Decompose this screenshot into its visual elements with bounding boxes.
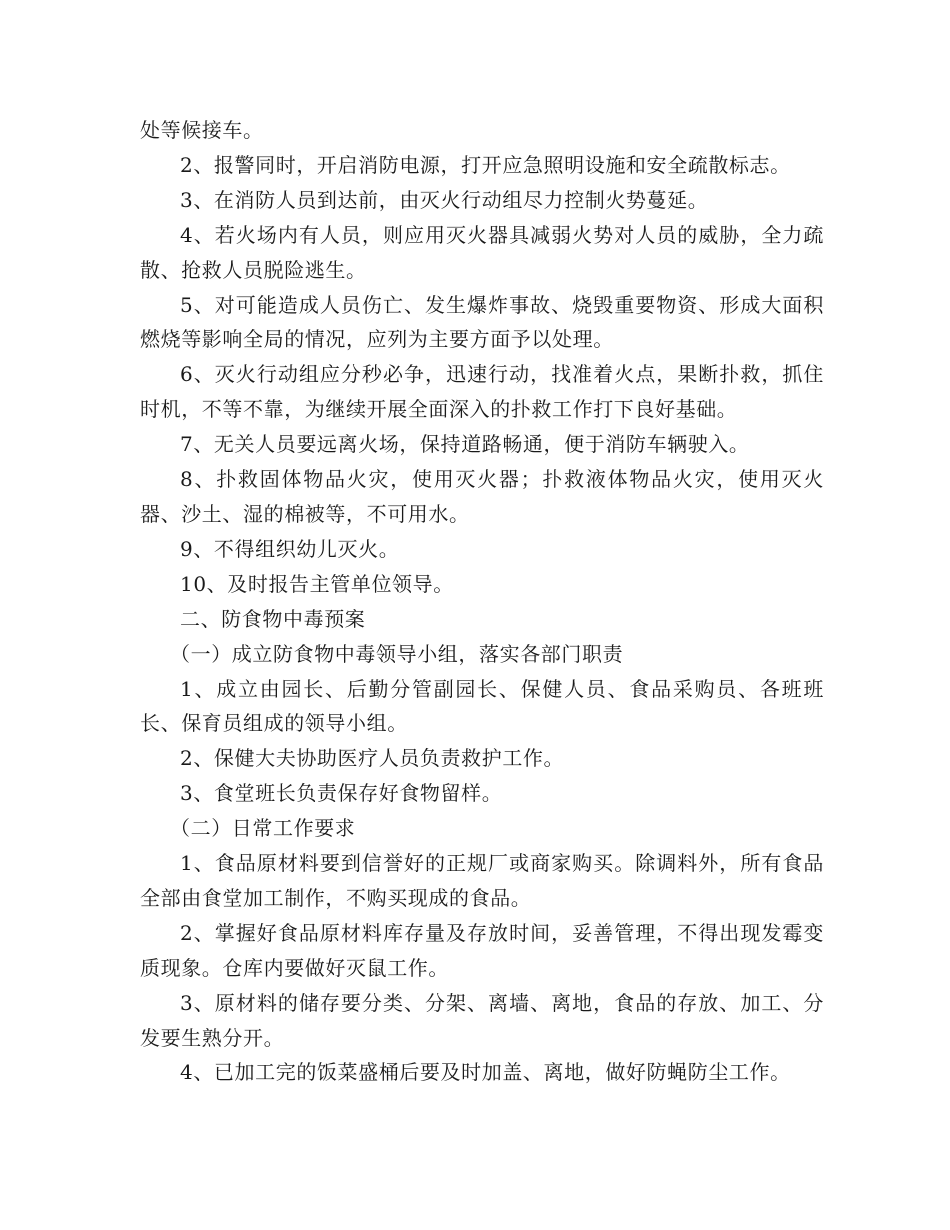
paragraph-7: 7、无关人员要远离火场，保持道路畅通，便于消防车辆驶入。 [180, 432, 750, 457]
paragraph-14: 2、保健大夫协助医疗人员负责救护工作。 [180, 746, 565, 771]
paragraph-2: 2、报警同时，开启消防电源，打开应急照明设施和安全疏散标志。 [180, 152, 791, 177]
subsection-heading-1: （一）成立防食物中毒领导小组，落实各部门职责 [170, 641, 624, 666]
paragraph-18: 2、掌握好食品原材料库存量及存放时间，妥善管理，不得出现发霉变质现象。仓库内要做好灭鼠工作。 [140, 920, 824, 980]
paragraph-10: 10、及时报告主管单位领导。 [180, 571, 454, 596]
paragraph-4: 4、若火场内有人员，则应用灭火器具减弱火势对人员的威胁，全力疏散、抢救人员脱险逃生。 [140, 222, 824, 282]
paragraph-1: 处等候接车。 [140, 118, 264, 142]
paragraph-13: 1、成立由园长、后勤分管副园长、保健人员、食品采购员、各班班长、保育员组成的领导小组。 [140, 676, 824, 736]
document-body [140, 113, 824, 1090]
paragraph-20: 4、已加工完的饭菜盛桶后要及时加盖、离地，做好防蝇防尘工作。 [180, 1060, 791, 1085]
paragraph-5: 5、对可能造成人员伤亡、发生爆炸事故、烧毁重要物资、形成大面积燃烧等影响全局的情况，应列为主要方面予以处理。 [140, 292, 824, 352]
subsection-heading-2: （二）日常工作要求 [170, 816, 356, 841]
paragraph-9: 9、不得组织幼儿灭火。 [180, 536, 400, 561]
paragraph-6: 6、灭火行动组应分秒必争，迅速行动，找准着火点，果断扑救，抓住时机，不等不靠，为继续开展全面深入的扑救工作打下良好基础。 [140, 362, 824, 422]
section-heading-food-poisoning: 二、防食物中毒预案 [180, 606, 366, 631]
paragraph-8: 8、扑救固体物品火灾，使用灭火器；扑救液体物品火灾，使用灭火器、沙土、湿的棉被等，不可用水。 [140, 467, 824, 526]
paragraph-19: 3、原材料的储存要分类、分架、离墙、离地，食品的存放、加工、分发要生熟分开。 [140, 990, 824, 1050]
paragraph-17: 1、食品原材料要到信誉好的正规厂或商家购买。除调料外，所有食品全部由食堂加工制作，不购买现成的食品。 [140, 851, 824, 910]
paragraph-15: 3、食堂班长负责保存好食物留样。 [180, 781, 503, 806]
paragraph-3: 3、在消防人员到达前，由灭火行动组尽力控制火势蔓延。 [180, 187, 709, 212]
